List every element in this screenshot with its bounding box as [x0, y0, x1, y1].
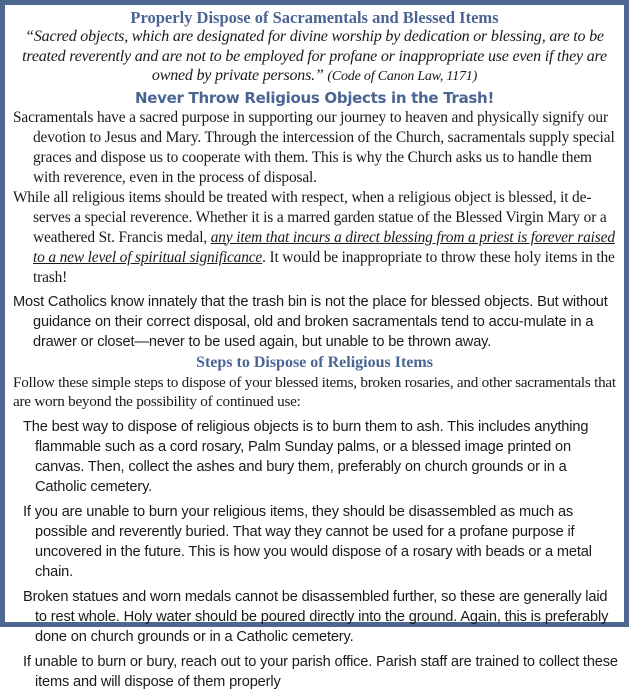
paragraph-blessed-reverence [5, 188, 624, 288]
section-heading-steps: Steps to Dispose of Religious Items [196, 353, 433, 371]
paragraph-trash-bin: Most Catholics know innately that the trash bin is not the place for blessed objects. But without guidance on their correct disposal, old and broken sacramentals tend to accu-mulate in a drawer or closet—never to be used again, but unable to be thrown away. [13, 293, 608, 350]
steps-intro: Follow these simple steps to dispose of your blessed items, broken rosaries, and other sacramentals that are worn beyond the possibility of continued use: [13, 373, 616, 410]
paragraph-sacramentals-purpose: Sacramentals have a sacred purpose in supporting our journey to heaven and physically signify our devotion to Jesus and Mary. Through the intercession of the Church, sacramentals supply special graces and dispose us to cooperate with them. This is why the Church asks us to handle them with reverence, even in the process of disposal. [13, 108, 615, 186]
para2-text-before: While all religious items should be treated with respect, when a religious object is blessed, it de-serves a special reverence. Whether it is a marred garden statue of the Blessed Virgin Mary or a weathered St. Francis medal, [13, 188, 607, 246]
canon-law-quote [5, 27, 624, 87]
step-item-disassemble: If you are unable to burn your religious items, they should be disassembled as much as possible and reverently buried. That way they cannot be used for a profane purpose if uncovered in the future. This is how you would dispose of a rosary with beads or a metal chain. [23, 503, 592, 580]
step-item-burn: The best way to dispose of religious objects is to burn them to ash. This includes anything flammable such as a cord rosary, Palm Sunday palms, or a blessed image printed on canvas. Then, collect the ashes and bury them, preferably on church grounds or in a Catholic cemetery. [23, 418, 589, 495]
para2-emphasis: any item that incurs a direct blessing from a priest is forever raised to a new level of spiritual significance [33, 228, 615, 266]
quote-text: “Sacred objects, which are designated for divine worship by dedication or blessing, are to be treated reverently and are not to be employed for profane or inappropriate use even if they are owned by private persons.” [22, 28, 607, 84]
step-item-parish-office: If unable to burn or bury, reach out to your parish office. Parish staff are trained to collect these items and will dispose of them properly [23, 653, 618, 690]
step-item-statues-medals: Broken statues and worn medals cannot be disassembled further, so these are generally laid to rest whole. Holy water should be poured directly into the ground. Again, this is preferably done on church grounds or in a Catholic cemetery. [23, 588, 609, 645]
quote-citation: (Code of Canon Law, 1171) [327, 69, 478, 84]
page-title: Properly Dispose of Sacramentals and Blessed Items [130, 8, 499, 27]
para2-text-after: . It would be inappropriate to throw these holy items in the trash! [33, 248, 615, 286]
section-heading-never-throw: Never Throw Religious Objects in the Trash! [135, 88, 494, 107]
